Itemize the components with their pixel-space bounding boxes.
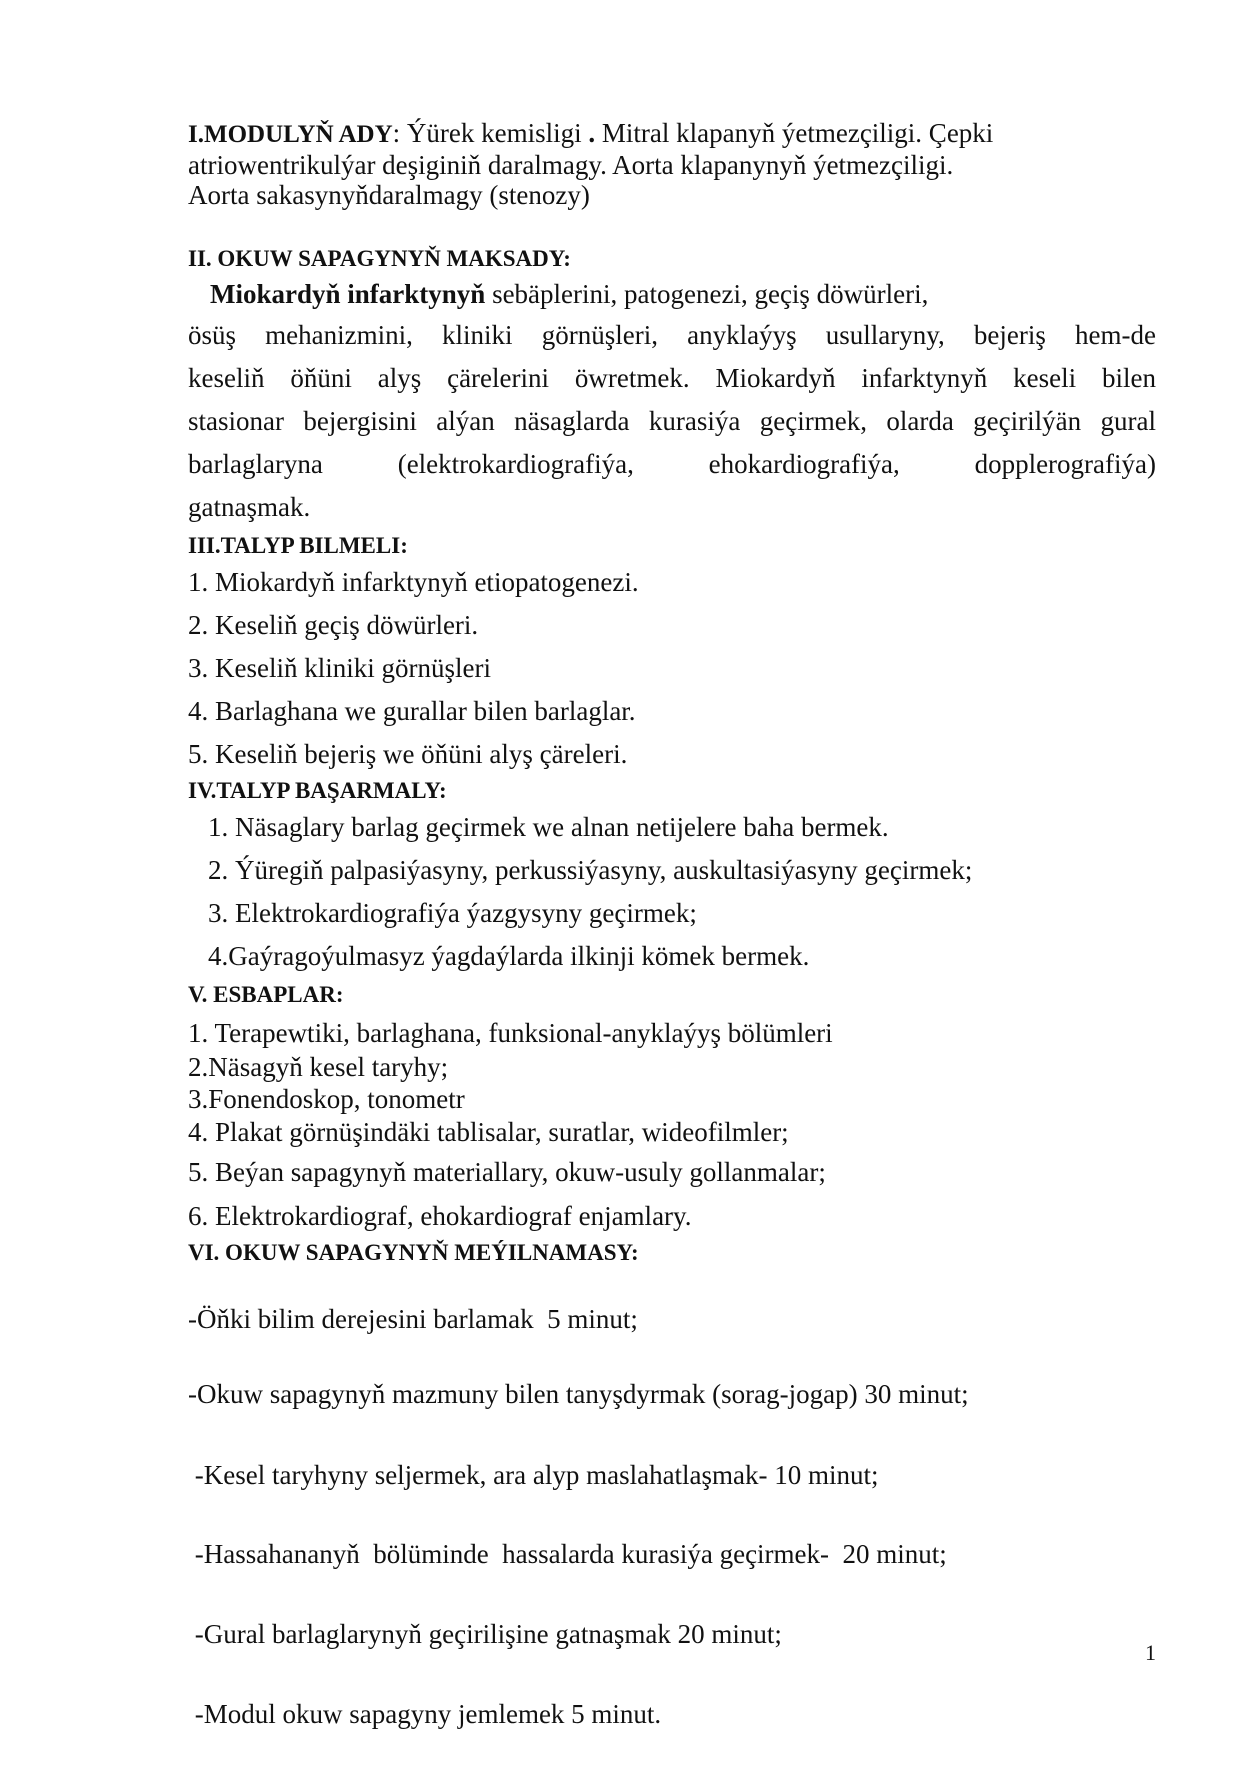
tools-list xyxy=(188,1016,1156,1238)
list-item: 4.Gaýragoýulmasyz ýagdaýlarda ilkinji kömek bermek. xyxy=(208,941,810,971)
document-page xyxy=(188,118,1156,1772)
tools-heading: V. ESBAPLAR: xyxy=(188,982,344,1007)
do-heading: IV.TALYP BAŞARMALY: xyxy=(188,778,447,803)
list-item: 1. Terapewtiki, barlaghana, funksional-anyklaýyş bölümleri xyxy=(188,1018,833,1048)
list-item: 3. Elektrokardiografiýa ýazgysyny geçirmek; xyxy=(208,898,697,928)
list-item: 2. Keseliň geçiş döwürleri. xyxy=(188,610,479,640)
module-title-main: Ýürek kemisligi xyxy=(406,118,582,148)
aim-line-2: keseliň öňüni alyş çärelerini öwretmek. Miokardyň infarktynyň keseli bilen xyxy=(188,363,1156,393)
list-item: -Öňki bilim derejesini barlamak 5 minut; xyxy=(188,1304,638,1334)
list-item: 4. Barlaghana we gurallar bilen barlaglar. xyxy=(188,696,636,726)
module-title-line: I.MODULYŇ ADY: Ýürek kemisligi . Mitral klapanyň ýetmezçiligi. Çepki xyxy=(188,118,994,148)
plan-heading: VI. OKUW SAPAGYNYŇ MEÝILNAMASY: xyxy=(188,1240,639,1265)
list-item: 4. Plakat görnüşindäki tablisalar, suratlar, wideofilmler; xyxy=(188,1117,789,1147)
do-list xyxy=(188,806,1156,978)
list-item: -Okuw sapagynyň mazmuny bilen tanyşdyrmak (sorag-jogap) 30 minut; xyxy=(188,1379,969,1409)
module-title-line2: atriowentrikulýar deşiginiň daralmagy. Aorta klapanynyň ýetmezçiligi. xyxy=(188,150,954,180)
list-item: -Gural barlaglarynyň geçirilişine gatnaşmak 20 minut; xyxy=(188,1619,782,1649)
list-item: -Modul okuw sapagyny jemlemek 5 minut. xyxy=(188,1699,662,1729)
aim-line-3: stasionar bejergisini alýan näsaglarda kurasiýa geçirmek, olarda geçirilýän gural xyxy=(188,406,1156,436)
aim-lead xyxy=(188,274,1156,314)
list-item: -Kesel taryhyny seljermek, ara alyp maslahatlaşmak- 10 minut; xyxy=(188,1460,879,1490)
list-item: -Hassahananyň bölüminde hassalarda kurasiýa geçirmek- 20 minut; xyxy=(188,1539,947,1569)
list-item: 1. Näsaglary barlag geçirmek we alnan netijelere baha bermek. xyxy=(208,812,889,842)
aim-lead-bold: Miokardyň infarktynyň xyxy=(210,279,486,309)
list-item: 3.Fonendoskop, tonometr xyxy=(188,1084,465,1114)
module-label: I.MODULYŇ ADY xyxy=(188,121,393,148)
plan-list xyxy=(188,1268,1156,1772)
know-list xyxy=(188,561,1156,776)
aim-line-last: gatnaşmak. xyxy=(188,492,311,522)
list-item: 5. Beýan sapagynyň materiallary, okuw-usuly gollanmalar; xyxy=(188,1157,826,1187)
list-item: 6. Elektrokardiograf, ehokardiograf enjamlary. xyxy=(188,1201,692,1231)
module-title-line3: Aorta sakasynyňdaralmagy (stenozy) xyxy=(188,180,590,210)
list-item: 3. Keseliň kliniki görnüşleri xyxy=(188,653,491,683)
aim-line-1: ösüş mehanizmini, kliniki görnüşleri, anyklaýyş usullaryny, bejeriş hem-de xyxy=(188,320,1156,350)
aim-heading: II. OKUW SAPAGYNYŇ MAKSADY: xyxy=(188,246,571,271)
know-heading: III.TALYP BILMELI: xyxy=(188,533,408,558)
page-number: 1 xyxy=(1145,1640,1156,1665)
list-item: 1. Miokardyň infarktynyň etiopatogenezi. xyxy=(188,567,639,597)
list-item: 5. Keseliň bejeriş we öňüni alyş çäreleri. xyxy=(188,739,628,769)
module-title-rest: Mitral klapanyň ýetmezçiligi. Çepki xyxy=(601,118,994,148)
list-item: 2.Näsagyň kesel taryhy; xyxy=(188,1052,449,1082)
list-item: 2. Ýüregiň palpasiýasyny, perkussiýasyny, auskultasiýasyny geçirmek; xyxy=(208,855,973,885)
aim-line-4: barlaglaryna (elektrokardiografiýa, ehokardiografiýa, dopplerografiýa) xyxy=(188,449,1156,479)
aim-lead-rest: sebäplerini, patogenezi, geçiş döwürleri, xyxy=(492,279,929,309)
